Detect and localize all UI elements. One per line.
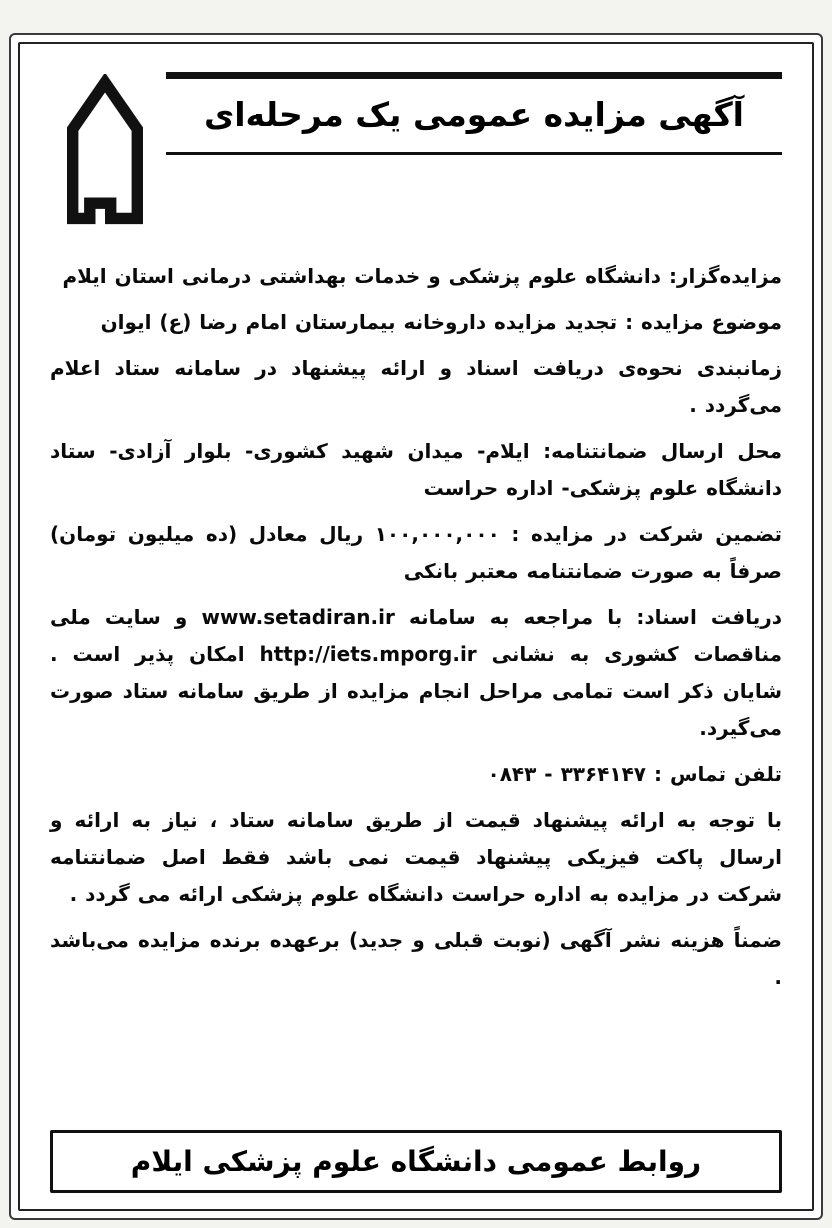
paragraph-publication-cost: ضمناً هزینه نشر آگهی (نوبت قبلی و جدید) برعهده برنده مزایده می‌باشد . xyxy=(50,928,782,989)
ad-outer-frame xyxy=(9,33,823,1220)
title-block xyxy=(166,62,782,155)
paragraph-deposit: تضمین شرکت در مزایده : ۱۰۰,۰۰۰,۰۰۰ ریال معادل (ده میلیون تومان) صرفاً به صورت ضمانتنامه معتبر بانکی xyxy=(50,522,782,583)
title-bottom-rule xyxy=(166,152,782,155)
paragraph-phone: تلفن تماس : ۳۳۶۴۱۴۷ - ۰۸۴۳ xyxy=(487,762,782,786)
paragraph-guarantee-address: محل ارسال ضمانتنامه: ایلام- میدان شهید کشوری- بلوار آزادی- ستاد دانشگاه علوم پزشکی- اداره حراست xyxy=(50,439,782,500)
paragraph-subject: موضوع مزایده : تجدید مزایده داروخانه بیمارستان امام رضا (ع) ایوان xyxy=(100,310,782,334)
university-monument-icon xyxy=(57,74,153,230)
ad-body xyxy=(50,258,782,1108)
footer-box xyxy=(50,1130,782,1193)
ad-title: آگهی مزایده عمومی یک مرحله‌ای xyxy=(204,95,744,134)
title-top-rule xyxy=(166,72,782,79)
logo-wrap xyxy=(50,62,160,230)
footer-title: روابط عمومی دانشگاه علوم پزشکی ایلام xyxy=(130,1145,702,1178)
paragraph-documents: دریافت اسناد: با مراجعه به سامانه www.setadiran.ir و سایت ملی مناقصات کشوری به نشانی http://iets.mporg.ir امکان پذیر است . شایان ذکر است تمامی مراحل انجام مزایده از طریق سامانه ستاد صورت می‌گیرد. xyxy=(50,605,782,740)
paragraph-submission-note: با توجه به ارائه پیشنهاد قیمت از طریق سامانه ستاد ، نیاز به ارائه و ارسال پاکت فیزیکی پیشنهاد قیمت نمی باشد فقط اصل ضمانتنامه شرکت در مزایده به اداره حراست دانشگاه علوم پزشکی ارائه می گردد . xyxy=(50,808,782,906)
paragraph-schedule: زمانبندی نحوه‌ی دریافت اسناد و ارائه پیشنهاد در سامانه ستاد اعلام می‌گردد . xyxy=(50,356,782,417)
paragraph-auctioneer: مزایده‌گزار: دانشگاه علوم پزشکی و خدمات بهداشتی درمانی استان ایلام xyxy=(62,264,782,288)
ad-header xyxy=(50,62,782,232)
ad-inner-frame xyxy=(18,42,814,1211)
